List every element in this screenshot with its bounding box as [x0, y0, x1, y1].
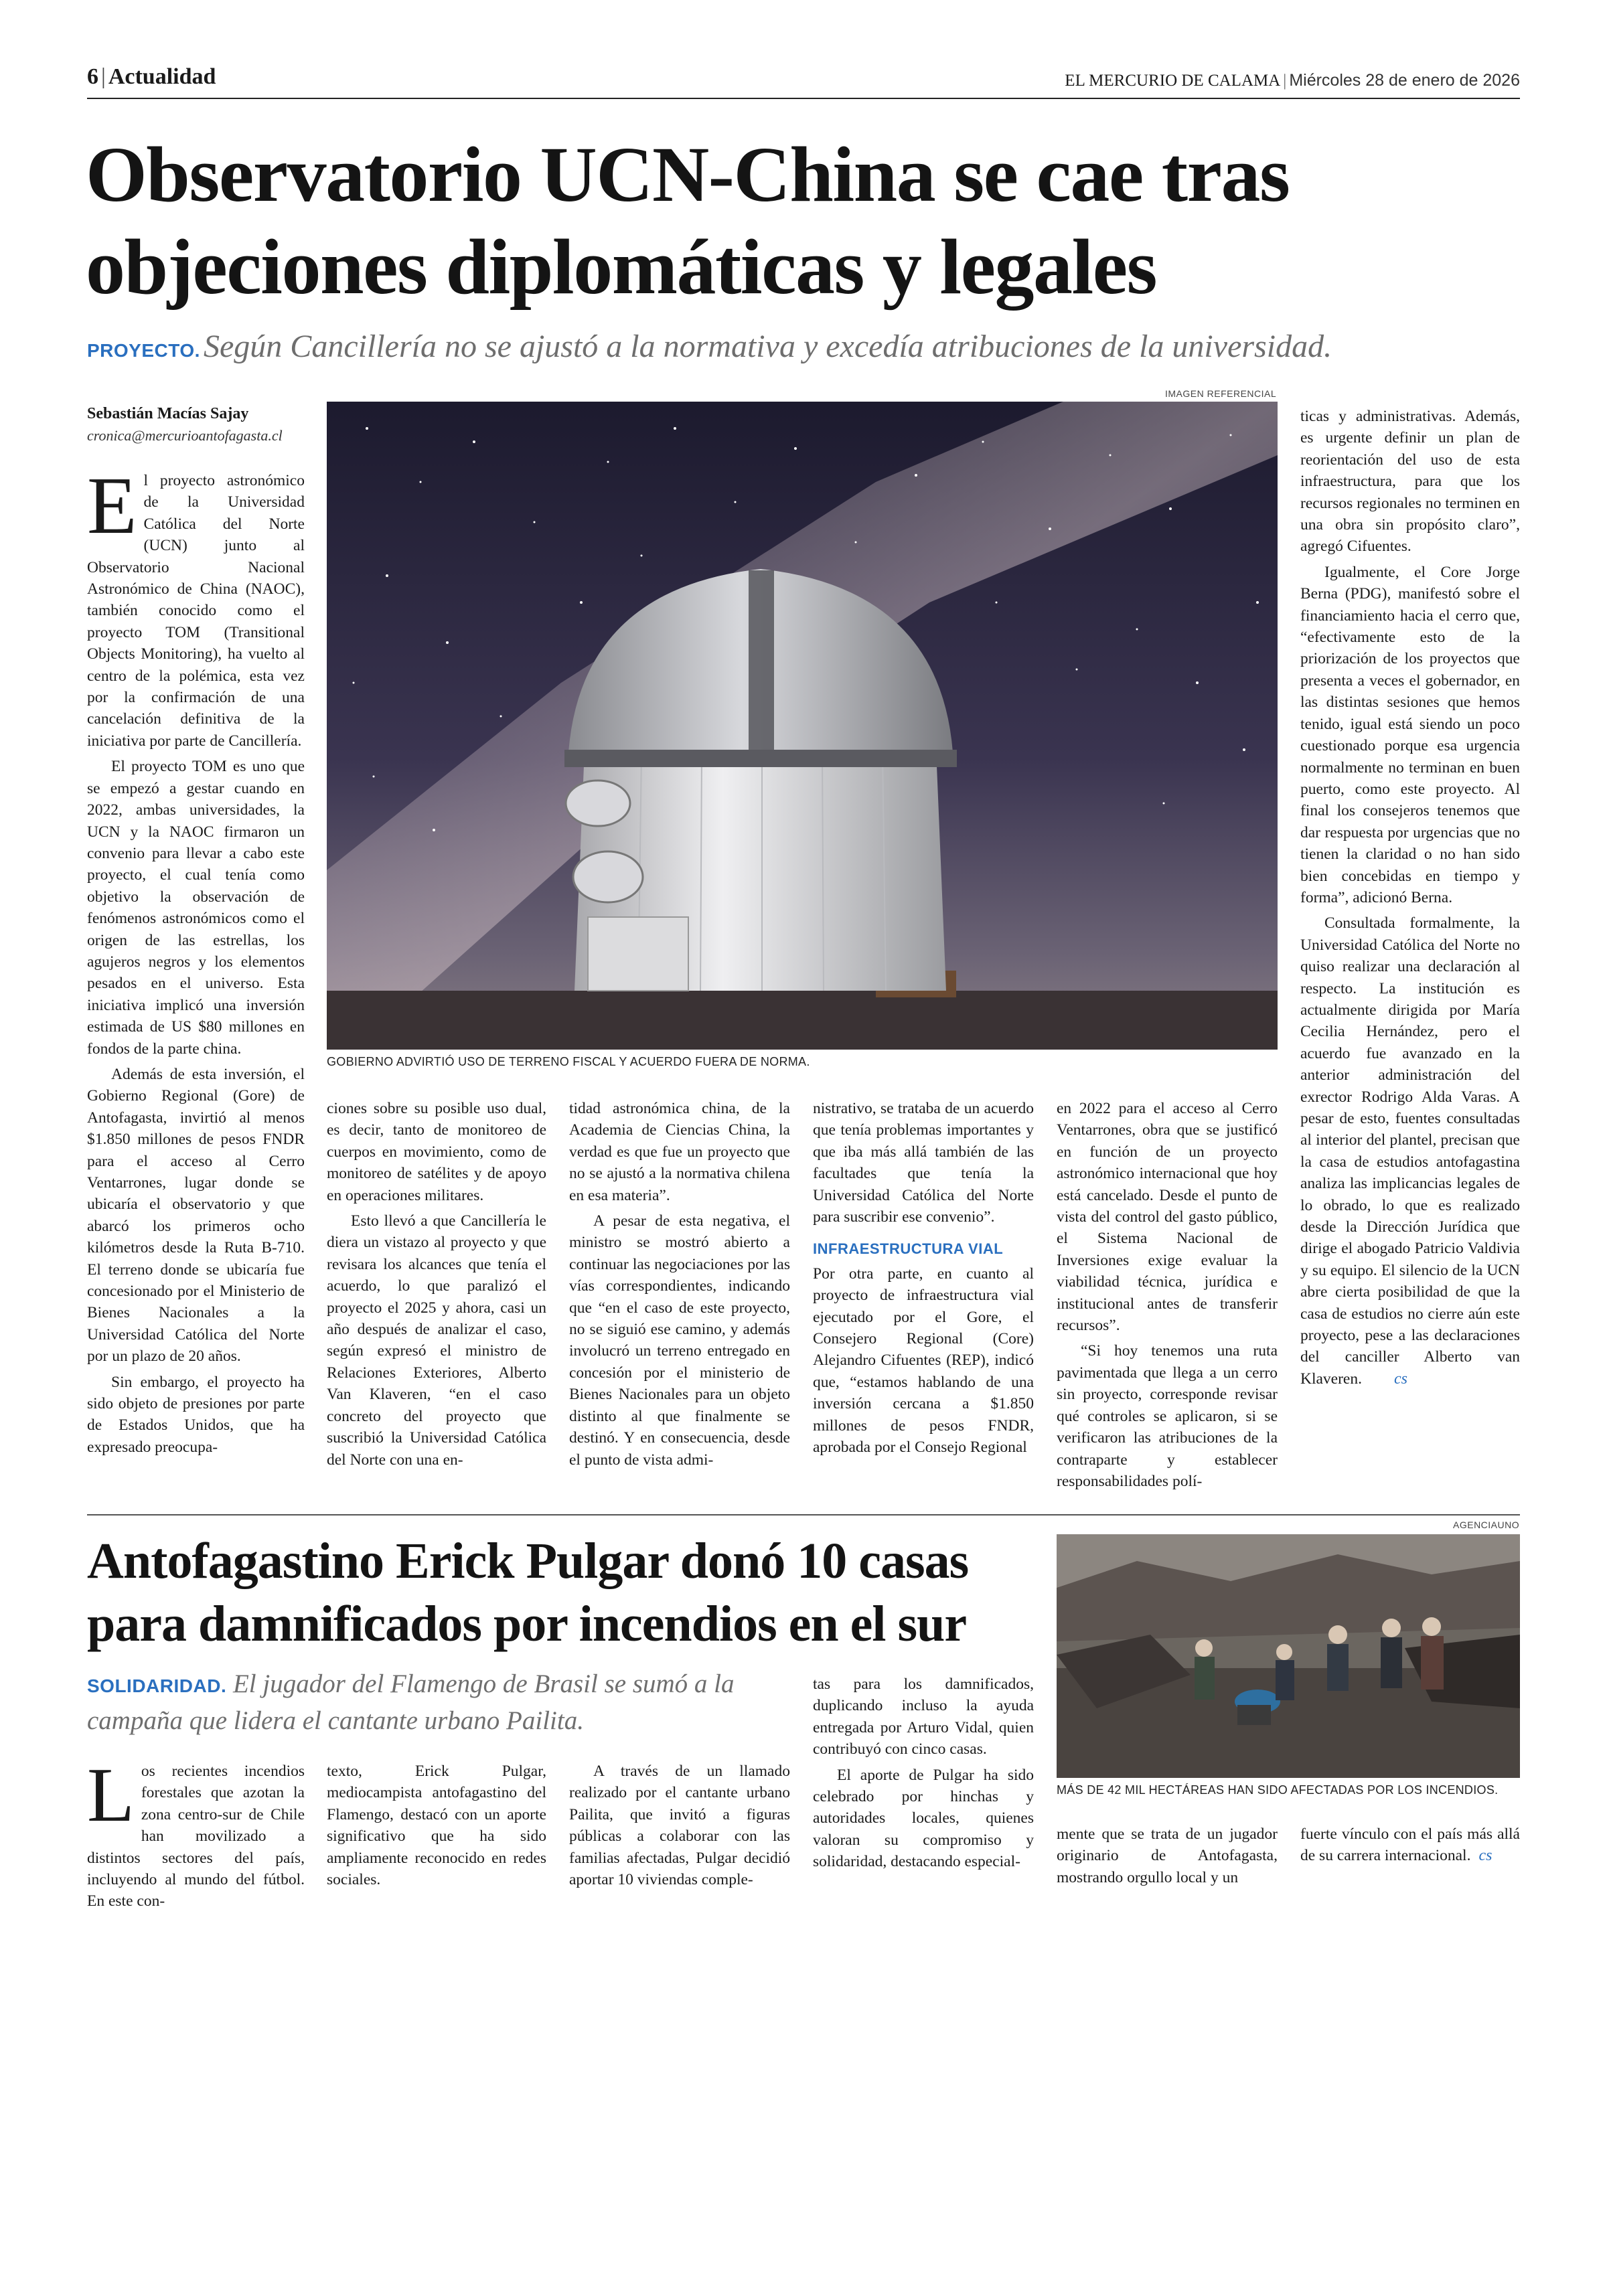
infraestructura-subhead: INFRAESTRUCTURA VIAL — [813, 1240, 1004, 1258]
newspaper-name: EL MERCURIO DE CALAMA — [1065, 72, 1281, 90]
article2-dropcap: L — [87, 1752, 135, 1838]
article1-column-3 — [569, 1098, 790, 1475]
article2-col4-p1: tas para los damnificados, duplicando incluso la ayuda entregada por Arturo Vidal, quien contribuyó con cinco casas. — [813, 1675, 1034, 1758]
article1-col1-p1: l proyecto astronómico de la Universidad Católica del Norte (UCN) junto al Observatorio Nacional Astronómico de China (NAOC), también conocido como el proyecto TOM (Transitional Objects Monitoring), ha vuelto al centro de la polémica, esta vez por la confirmación de una cancelación definitiva de la iniciativa por parte de Cancillería. — [87, 472, 305, 750]
article1-kicker: PROYECTO. — [87, 340, 200, 361]
page-folio: 6 | Actualidad — [87, 64, 216, 89]
article1-column-4 — [813, 1098, 1034, 1463]
article1-column-2 — [327, 1098, 546, 1475]
article1-col4-p1: nistrativo, se trataba de un acuerdo que tenía problemas importantes y que iba más allá también de las facultades que tenía la Universidad Católica del Norte para suscribir ese convenio”. — [813, 1100, 1034, 1226]
article2-end-mark: cs — [1478, 1847, 1493, 1865]
article1-dek-text: Según Cancillería no se ajustó a la normativa y excedía atribuciones de la universidad. — [204, 329, 1332, 364]
author-name: Sebastián Macías Sajay — [87, 405, 249, 422]
observatory-illustration — [327, 402, 1278, 1050]
fire-relief-illustration — [1057, 1534, 1520, 1778]
article1-headline: Observatorio UCN-China se cae tras objeciones diplomáticas y legales — [86, 131, 1290, 311]
article2-col2-p1: texto, Erick Pulgar, mediocampista antofagastino del Flamengo, destacó con un aporte significativo que ha sido ampliamente reconocido en redes sociales. — [327, 1762, 546, 1889]
article1-col1-p3: Además de esta inversión, el Gobierno Regional (Gore) de Antofagasta, invirtió al menos $1.850 millones de pesos FNDR para el acceso al Cerro Ventarrones, lugar donde se ubicaría el observatorio y que abarcó los primeros ocho kilómetros desde la Ruta B-710. El terreno donde se ubicaría fue concesionado por el Ministerio de Bienes Nacionales a la Universidad Católica del Norte por un plazo de 20 años. — [87, 1065, 305, 1366]
article2-col3-p1: A través de un llamado realizado por el cantante urbano Pailita, que invitó a figuras públicas a colaborar con las familias afectadas, Pulgar decidió aportar 10 viviendas comple- — [569, 1762, 790, 1889]
article2-kicker: SOLIDARIDAD. — [87, 1675, 227, 1696]
article2-col1-p1: os recientes incendios forestales que azotan la zona centro-sur de Chile han movilizado a distintos sectores del país, incluyendo al mundo del fútbol. En este con- — [87, 1762, 305, 1910]
author-email[interactable]: cronica@mercurioantofagasta.cl — [87, 427, 283, 444]
masthead: EL MERCURIO DE CALAMA | Miércoles 28 de enero de 2026 — [1065, 71, 1520, 90]
observatory-photo — [327, 402, 1278, 1050]
header-rule — [87, 98, 1520, 99]
article1-column-1 — [87, 461, 305, 1462]
article1-col2-p2: Esto llevó a que Cancillería le diera un vistazo al proyecto y que revisara los alcances que tenía el acuerdo, lo que paralizó el proyecto el 2025 y ahora, casi un año después de analizar el caso, según expresó el ministro de Relaciones Exteriores, Alberto Van Klaveren, “en el caso concreto del proyecto que suscribió la Universidad Católica del Norte con una en- — [327, 1212, 546, 1469]
article1-col1-p4: Sin embargo, el proyecto ha sido objeto de presiones por parte de Estados Unidos, que ha expresado preocupa- — [87, 1373, 305, 1456]
article2-col4-p2: El aporte de Pulgar ha sido celebrado por hinchas y autoridades locales, quienes valoran su compromiso y solidaridad, destacando especial- — [813, 1766, 1034, 1871]
article1-col6-p3 — [1300, 912, 1520, 1390]
page-number: 6 — [87, 64, 98, 89]
article1-col6-p3-text: Consultada formalmente, la Universidad Católica del Norte no quiso realizar una declaración al respecto. La institución es actualmente dirigida por María Cecilia Hernández, pero el acuerdo fue avanzado en la anterior administración del exrector Rodrigo Alda Varas. A pesar de esto, fuentes consultadas al interior del plantel, precisan que la casa de estudios antofagastina analiza las implicancias legales de lo obrado, lo que es realizado desde la Dirección Jurídica que dirige el abogado Patricio Valdivia y su equipo. El silencio de la UCN abre cierta posibilidad de que la casa de estudios no cierre aún este proyecto, pese a las declaraciones del canciller Alberto van Klaveren. — [1300, 914, 1520, 1388]
article1-col5-p1: en 2022 para el acceso al Cerro Ventarrones, obra que se justificó en función de un proyecto astronómico internacional que hoy está cancelado. Desde el punto de vista del control del gasto público, el Sistema Nacional de Inversiones exige evaluar la viabilidad técnica, jurídica e institucional antes de transferir recursos”. — [1057, 1100, 1278, 1335]
article2-column-3 — [569, 1760, 790, 1894]
fire-relief-photo — [1057, 1534, 1520, 1778]
article1-col6-p2: Igualmente, el Core Jorge Berna (PDG), manifestó sobre el financiamiento hacia el cerro que, “efectivamente esto de la priorización de los proyectos que presenta a veces el gobernador, en las distintas sesiones que hemos tenido, igual está siendo un poco cuestionado porque esa urgencia normalmente no terminan en buen puerto, como este proyecto. Al final los consejeros tenemos que dar respuesta por urgencias que no tienen la claridad o no han sido bien concebidas en tiempo y forma”, adicionó Berna. — [1300, 563, 1520, 906]
article2-column-5 — [1057, 1823, 1278, 1892]
article2-col6-text: fuerte vínculo con el país más allá de su carrera internacional. — [1300, 1825, 1520, 1865]
article1-col2-p1: ciones sobre su posible uso dual, es decir, tanto de monitoreo de cuerpos en movimiento, como de monitoreo de satélites y de apoyo en operaciones militares. — [327, 1100, 546, 1204]
article1-end-mark: cs — [1394, 1370, 1407, 1388]
issue-date: Miércoles 28 de enero de 2026 — [1289, 71, 1520, 90]
article1-column-6 — [1300, 406, 1520, 1394]
article2-column-4 — [813, 1673, 1034, 1877]
article1-col3-p2: A pesar de esta negativa, el ministro se mostró abierto a continuar las negociaciones por las vías correspondientes, indicando que “en el caso de este proyecto, no se siguió ese camino, y además involucró un terreno entregado en concesión por el ministerio de Bienes Nacionales para un objeto distinto al que finalmente se destinó. Y en consecuencia, desde el punto de vista admi- — [569, 1212, 790, 1469]
article1-col6-p1: ticas y administrativas. Además, es urgente definir un plan de reorientación del uso de esta infraestructura, para que los recursos regionales no terminen en una obra sin propósito claro”, agregó Cifuentes. — [1300, 408, 1520, 556]
article1-col3-p1: tidad astronómica china, de la Academia de Ciencias China, la verdad es que fue un proyecto que no se ajustó a la normativa chilena en esa materia”. — [569, 1100, 790, 1204]
article2-column-2 — [327, 1760, 546, 1894]
article1-dropcap: E — [87, 461, 137, 551]
article1-column-5 — [1057, 1098, 1278, 1496]
photo2-caption: MÁS DE 42 MIL HECTÁREAS HAN SIDO AFECTADAS POR LOS INCENDIOS. — [1057, 1783, 1499, 1797]
section-name: Actualidad — [108, 64, 216, 89]
article1-col1-p2: El proyecto TOM es uno que se empezó a gestar cuando en 2022, ambas universidades, la UCN y la NAOC firmaron un convenio para llevar a cabo este proyecto, el cual tenía como objetivo la observación de fenómenos astronómicos como el origen de las estrellas, los agujeros negros y los elementos pesados en el universo. Esta iniciativa implicó una inversión estimada de US $80 millones en fondos de la parte china. — [87, 758, 305, 1058]
article-divider — [87, 1514, 1520, 1515]
article1-col5-p2: “Si hoy tenemos una ruta pavimentada que llega a un cerro sin proyecto, corresponde revisar qué controles se aplicaron, si se verificaron las atribuciones de la contraparte y establecer responsabilidades polí- — [1057, 1342, 1278, 1490]
article2-column-1 — [87, 1752, 305, 1916]
photo1-caption: GOBIERNO ADVIRTIÓ USO DE TERRENO FISCAL Y ACUERDO FUERA DE NORMA. — [327, 1055, 810, 1068]
article2-col5-p1: mente que se trata de un jugador originario de Antofagasta, mostrando orgullo local y un — [1057, 1825, 1278, 1886]
article2-headline: Antofagastino Erick Pulgar donó 10 casas para damnificados por incendios en el sur — [87, 1533, 969, 1652]
article2-column-6 — [1300, 1823, 1520, 1871]
photo1-credit: IMAGEN REFERENCIAL — [1165, 388, 1277, 399]
article1-col4-p2: Por otra parte, en cuanto al proyecto de infraestructura vial ejecutado por el Gore, el Consejero Regional (Core) Alejandro Cifuentes (REP), indicó que, “estamos hablando de una inversión cercana a $1.850 millones de pesos FNDR, aprobada por el Consejo Regional — [813, 1264, 1034, 1457]
photo2-credit: AGENCIAUNO — [1453, 1520, 1520, 1530]
article2-dek — [87, 1667, 830, 1738]
article2-col6-p1 — [1300, 1823, 1520, 1867]
article1-dek — [87, 328, 1527, 365]
article2-dek-text: El jugador del Flamengo de Brasil se sumó a la campaña que lidera el cantante urbano Pailita. — [87, 1669, 735, 1735]
